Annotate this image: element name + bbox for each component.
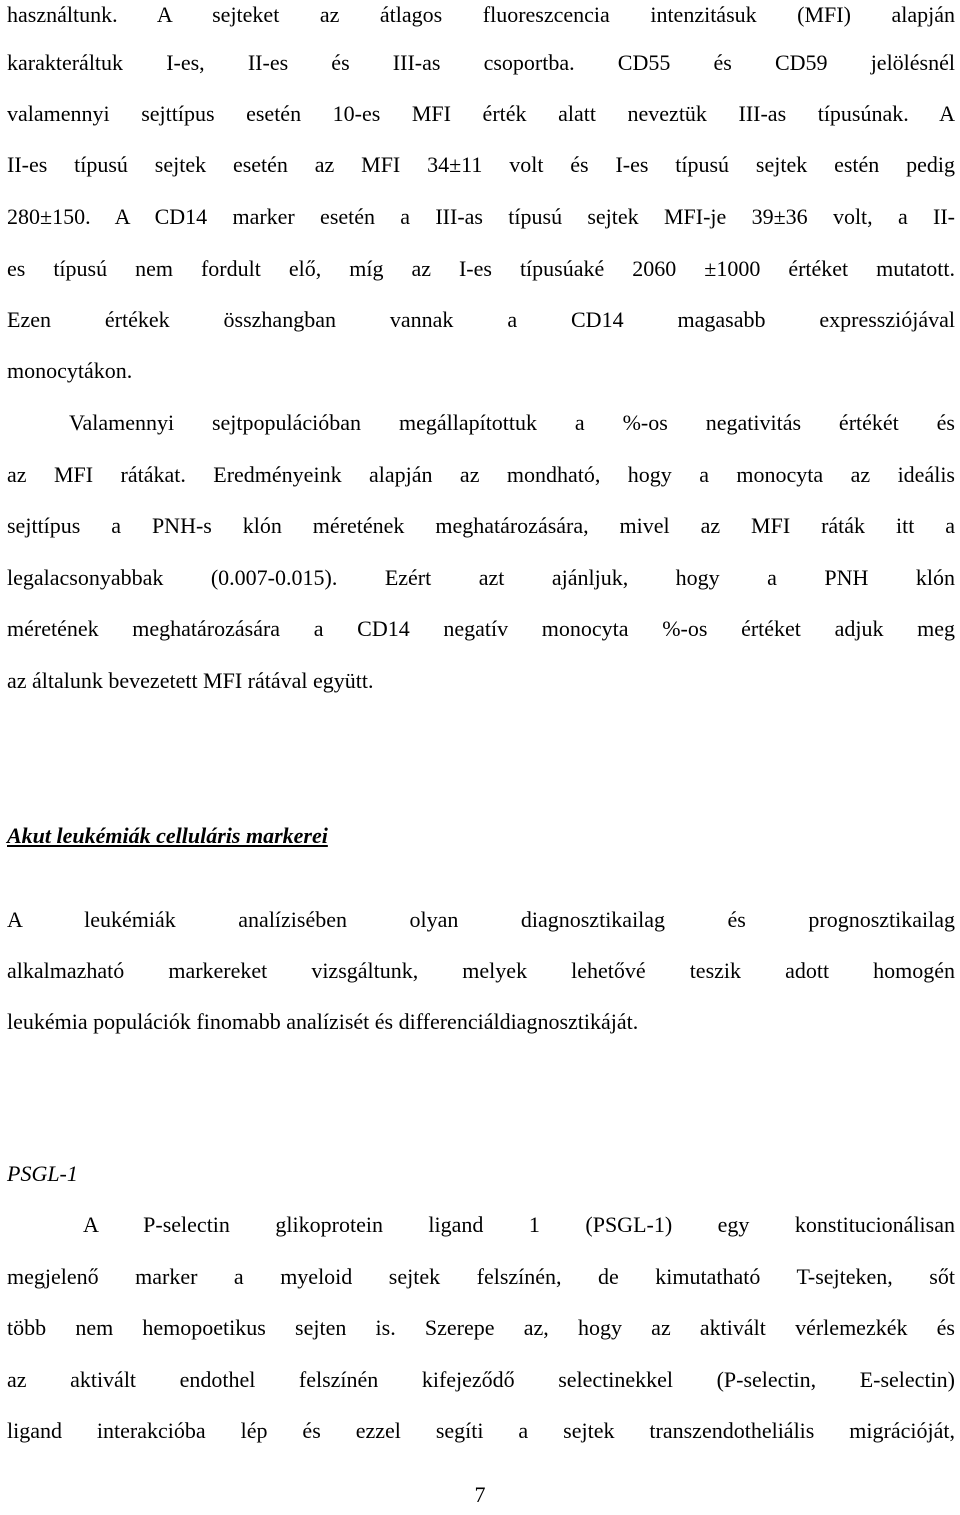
paragraph4-line: több nem hemopoetikus sejten is. Szerepe az, hogy az aktivált vérlemezkék és <box>7 1315 955 1340</box>
paragraph1-line: monocytákon. <box>7 358 133 383</box>
paragraph2-line: legalacsonyabbak (0.007-0.015). Ezért azt ajánljuk, hogy a PNH klón <box>7 565 955 590</box>
paragraph2-line: sejttípus a PNH-s klón méretének meghatározására, mivel az MFI ráták itt a <box>7 513 955 538</box>
paragraph1-line: Ezen értékek összhangban vannak a CD14 magasabb expressziójával <box>7 307 955 332</box>
paragraph4-line: ligand interakcióba lép és ezzel segíti a sejtek transzendotheliális migrációját, <box>7 1418 955 1443</box>
subsection-heading: PSGL-1 <box>7 1161 78 1186</box>
paragraph1-line: valamennyi sejttípus esetén 10-es MFI érték alatt neveztük III-as típusúnak. A <box>7 101 955 126</box>
paragraph1-line: használtunk. A sejteket az átlagos fluoreszcencia intenzitásuk (MFI) alapján <box>7 2 955 27</box>
paragraph2-line: Valamennyi sejtpopulációban megállapítottuk a %-os negativitás értékét és <box>69 410 955 435</box>
paragraph3-line: A leukémiák analízisében olyan diagnosztikailag és prognosztikailag <box>7 907 955 932</box>
paragraph1-line: es típusú nem fordult elő, míg az I-es típusúaké 2060 ±1000 értéket mutatott. <box>7 256 955 281</box>
paragraph4-line: megjelenő marker a myeloid sejtek felszínén, de kimutatható T-sejteken, sőt <box>7 1264 955 1289</box>
paragraph2-line: méretének meghatározására a CD14 negatív monocyta %-os értéket adjuk meg <box>7 616 955 641</box>
paragraph2-line: az általunk bevezetett MFI rátával együtt. <box>7 668 374 693</box>
paragraph3-line: leukémia populációk finomabb analízisét és differenciáldiagnosztikáját. <box>7 1009 639 1034</box>
paragraph1-line: II-es típusú sejtek esetén az MFI 34±11 volt és I-es típusú sejtek estén pedig <box>7 152 955 177</box>
page-number: 7 <box>474 1482 486 1507</box>
paragraph2-line: az MFI rátákat. Eredményeink alapján az mondható, hogy a monocyta az ideális <box>7 462 955 487</box>
paragraph1-line: karakteráltuk I-es, II-es és III-as csoportba. CD55 és CD59 jelölésnél <box>7 50 955 75</box>
paragraph3-line: alkalmazható markereket vizsgáltunk, melyek lehetővé teszik adott homogén <box>7 958 955 983</box>
section-heading: Akut leukémiák celluláris markerei <box>7 823 328 848</box>
paragraph4-line: A P-selectin glikoprotein ligand 1 (PSGL-1) egy konstitucionálisan <box>83 1212 955 1237</box>
paragraph4-line: az aktivált endothel felszínén kifejeződő selectinekkel (P-selectin, E-selectin) <box>7 1367 955 1392</box>
paragraph1-line: 280±150. A CD14 marker esetén a III-as típusú sejtek MFI-je 39±36 volt, a II- <box>7 204 955 229</box>
